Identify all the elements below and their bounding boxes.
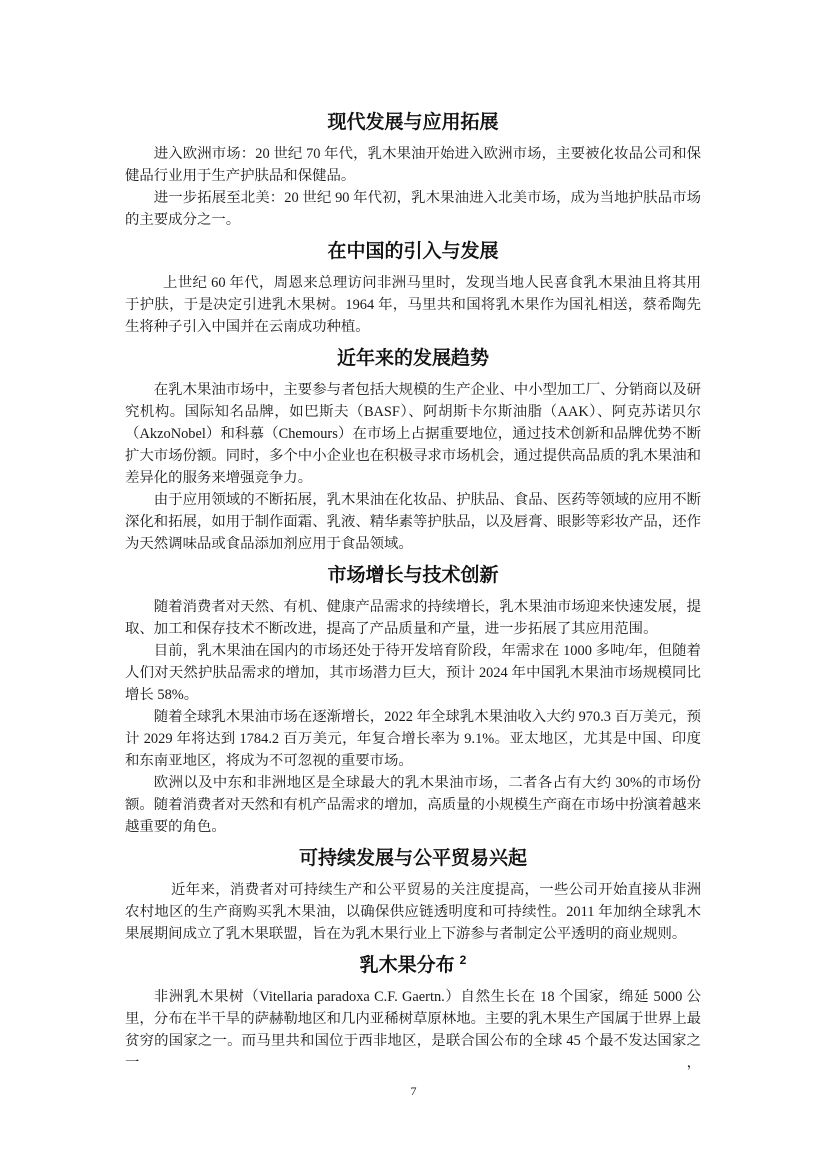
section-introduction-in-china (125, 236, 701, 338)
section-heading: 市场增长与技术创新 (327, 564, 499, 586)
paragraph: 在乳木果油市场中，主要参与者包括大规模的生产企业、中小型加工厂、分销商以及研究机构。国际知名品牌，如巴斯夫（BASF）、阿胡斯卡尔斯油脂（AAK）、阿克苏诺贝尔（AkzoNobel）和科慕（Chemours）在市场上占据重要地位，通过技术创新和品牌优势不断扩大市场份额。同时，多个中小企业也在积极寻求市场机会，通过提供高品质的乳木果油和差异化的服务来增强竞争力。 (125, 382, 701, 486)
paragraph: 随着消费者对天然、有机、健康产品需求的持续增长，乳木果油市场迎来快速发展，提取、加工和保存技术不断改进，提高了产品质量和产量，进一步拓展了其应用范围。 (125, 599, 701, 637)
section-market-growth (125, 560, 701, 838)
section-modern-development (125, 107, 701, 231)
paragraph: 进入欧洲市场：20 世纪 70 年代，乳木果油开始进入欧洲市场，主要被化妆品公司和保健品行业用于生产护肤品和保健品。 (125, 146, 701, 184)
paragraph: 目前，乳木果油在国内的市场还处于待开发培育阶段，年需求在 1000 多吨/年，但随着人们对天然护肤品需求的增加，其市场潜力巨大，预计 2024 年中国乳木果油市场规模同比增长 58%。 (125, 643, 701, 703)
paragraph: 由于应用领域的不断拓展，乳木果油在化妆品、护肤品、食品、医药等领域的应用不断深化和拓展，如用于制作面霜、乳液、精华素等护肤品，以及唇膏、眼影等彩妆产品，还作为天然调味品或食品添加剂应用于食品领域。 (125, 492, 701, 552)
paragraph: 进一步拓展至北美：20 世纪 90 年代初，乳木果油进入北美市场，成为当地护肤品市场的主要成分之一。 (125, 190, 701, 228)
paragraph: 随着全球乳木果油市场在逐渐增长，2022 年全球乳木果油收入大约 970.3 百万美元，预计 2029 年将达到 1784.2 百万美元，年复合增长率为 9.1%。亚太地区，尤其是中国、印度和东南亚地区，将成为不可忽视的重要市场。 (125, 709, 701, 769)
section-heading: 近年来的发展趋势 (336, 347, 489, 369)
section-heading-text: 乳木果分布 (359, 954, 455, 976)
paragraph: 近年来，消费者对可持续生产和公平贸易的关注度提高，一些公司开始直接从非洲农村地区的生产商购买乳木果油，以确保供应链透明度和可持续性。2011 年加纳全球乳木果展期间成立了乳木果联盟，旨在为乳木果行业上下游参与者制定公平透明的商业规则。 (125, 882, 701, 942)
page-body (125, 102, 701, 1074)
paragraph: 上世纪 60 年代，周恩来总理访问非洲马里时，发现当地人民喜食乳木果油且将其用于护肤，于是决定引进乳木果树。1964 年，马里共和国将乳木果作为国礼相送，蔡希陶先生将种子引入中国并在云南成功种植。 (125, 275, 701, 335)
section-shea-distribution (125, 950, 701, 1074)
section-sustainability-fair-trade (125, 843, 701, 945)
footnote-marker: 2 (459, 952, 467, 967)
section-recent-trends (125, 343, 701, 555)
section-heading: 在中国的引入与发展 (327, 240, 499, 262)
paragraph: 非洲乳木果树（Vitellaria paradoxa C.F. Gaertn.）自然生长在 18 个国家，绵延 5000 公里，分布在半干旱的萨赫勒地区和几内亚稀树草原林地。主要的乳木果生产国属于世界上最贫穷的国家之一。而马里共和国位于西非地区，是联合国公布的全球 45 个最不发达国家之一， (125, 989, 701, 1071)
page-number: 7 (410, 1084, 417, 1098)
paragraph: 欧洲以及中东和非洲地区是全球最大的乳木果油市场，二者各占有大约 30%的市场份额。随着消费者对天然和有机产品需求的增加，高质量的小规模生产商在市场中扮演着越来越重要的角色。 (125, 775, 701, 835)
section-heading (125, 950, 701, 980)
section-heading: 可持续发展与公平贸易兴起 (298, 847, 527, 869)
section-heading: 现代发展与应用拓展 (327, 111, 499, 133)
